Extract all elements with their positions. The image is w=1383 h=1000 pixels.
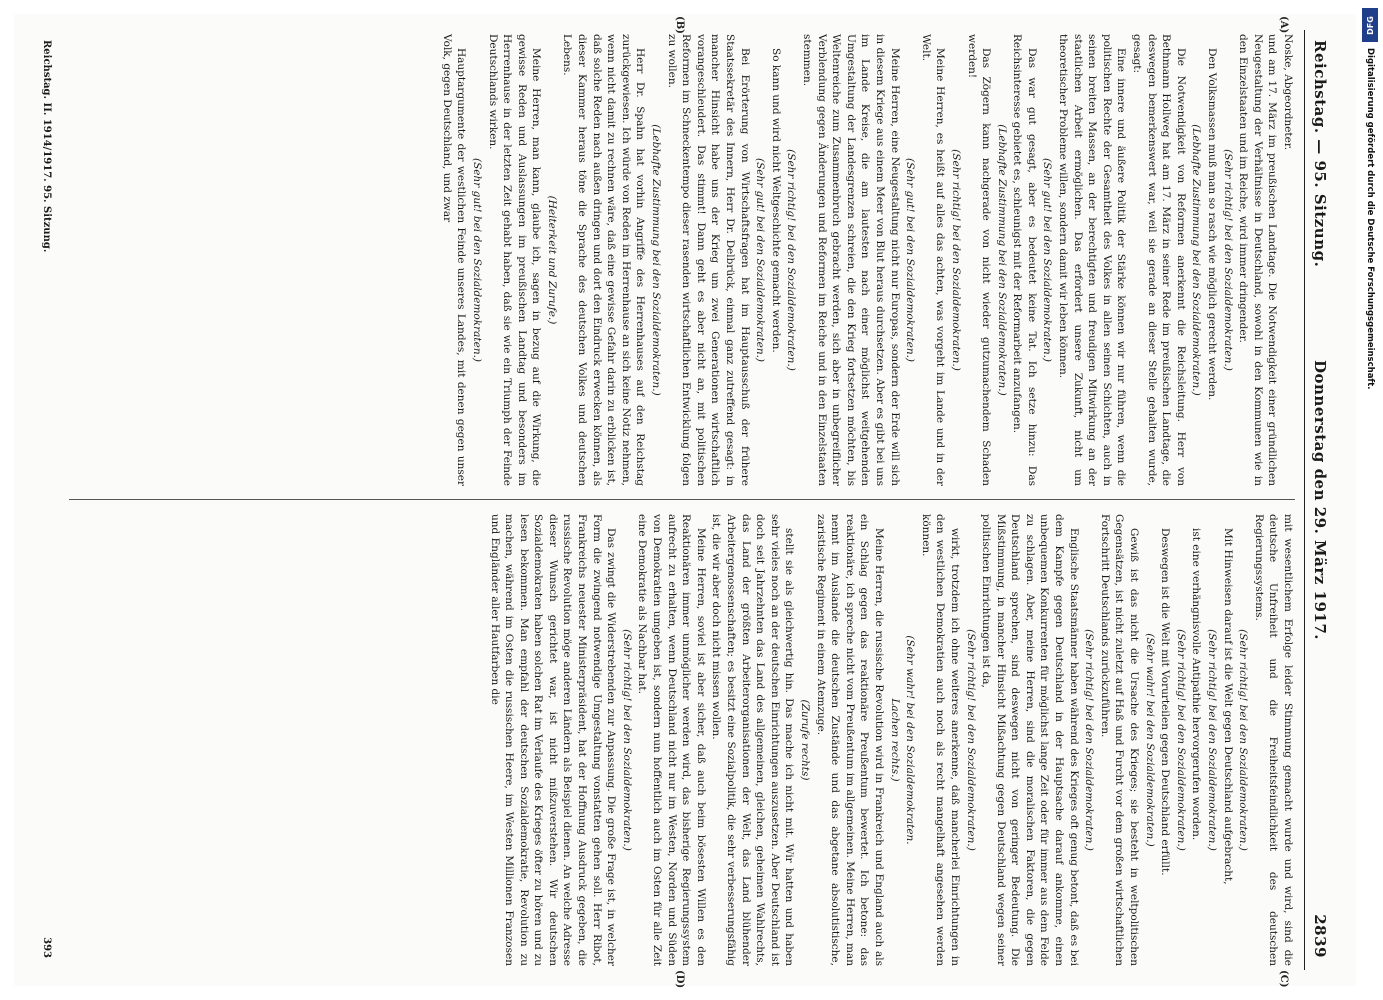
left-text-column <box>69 34 1295 486</box>
interjection: (Zurufe rechts) <box>799 699 811 781</box>
interjection: (Sehr richtig! bei den Sozialdemokraten.) <box>620 629 633 851</box>
paragraph: Bei Erörterung von Wirtschaftsfragen hat im Hauptausschuß der frühere Staatssekretär des Innern, Herr Dr. Delbrück, einmal ganz zutreffend gesagt: in mancher Hinsicht habe uns der Krieg um zwei Generationen wirtschaftlich vorangeschleudert. Das stimmt! Dann geht es aber nicht an, mit politischen Reformen im Schneckentempo dieser rasenden wirtschaftlichen Entwicklung folgen zu wollen. <box>665 34 751 486</box>
paragraph: mit wesentlichem Erfolge leider Stimmung gemacht wurde und wird, sind die deutsche Unfreiheit und die Freiheitsfeindlichkeit des deutschen Regierungssystems. <box>1252 514 1294 966</box>
paragraph: Deswegen ist die Welt mit Vorurteilen gegen Deutschland erfüllt. <box>1159 528 1172 876</box>
interjection: (Sehr wahr! bei den Sozialdemokraten. <box>904 635 917 845</box>
paragraph: Gewiß ist das nicht die Ursache des Krieges; sie besteht in weltpolitischen Gegensätzen, ist nicht zuletzt auf Haß und Furcht vor dem großen wirtschaftlichen Fortschritt Deutschlands zurückzuführen. <box>1098 514 1141 966</box>
margin-marker-b: (B) <box>674 16 685 34</box>
interjection: Lachen rechts.) <box>888 698 901 782</box>
paragraph: Eine innere und äußere Politik der Stärke können wir nur führen, wenn die politischen Rechte der Gesamtheit des Volkes in allen seinen Schichten, auch in seinen breiten Massen, an der berechtigten und freudigen Mitwirkung an der staatlichen Arbeit ermöglichen. Das erfordert unsere Zukunft, nicht um theoretischer Probleme willen, sondern damit wir leben können. <box>1057 34 1128 486</box>
header-date: Donnerstag den 29. März 1917. <box>1311 360 1329 640</box>
paragraph: Englische Staatsmänner haben während des Krieges oft genug betont, daß es bei dem Kampfe gegen Deutschland in der Hauptsache darauf ankomme, einen unbequemen Konkurrenten für möglichst lange Zeit oder für immer aus dem Felde zu schlagen. Aber, meine Herren, sind die moralischen Faktoren, die gegen Deutschland sprechen, sind deswegen nicht von geringer Bedeutung. Die Mißstimmung, in mancher Hinsicht Mißachtung gegen Deutschland wegen seiner politischen Einrichtungen ist da, <box>980 514 1080 966</box>
dfg-logo: DFG <box>1362 8 1378 42</box>
interjection: (Sehr richtig! bei den Sozialdemokraten.) <box>1221 149 1234 371</box>
paragraph: So kann und wird nicht Weltgeschichte gemacht werden. <box>769 48 782 353</box>
paragraph: stellt sie als gleichwertig hin. Das mache ich nicht mit. Wir hatten und haben sehr vieles noch an der deutschen Einrichtungen auszusetzen. Aber Deutschland ist doch seit Jahrzehnten das Land des allgemeinen, gleichen, geheimen Wahlrechts, das Land der größten Arbeiterorganisationen der Welt, das Land blühender Arbeitergenossenschaften; es besitzt eine Sozialpolitik, die sehr verbesserungsfähig ist, die wir aber doch nicht missen wollen. <box>710 514 796 966</box>
paragraph: Den Volksmassen muß man so rasch wie möglich gerecht werden. <box>1206 48 1219 401</box>
interjection: (Sehr richtig! bei den Sozialdemokraten.) <box>785 149 798 371</box>
margin-marker-c: (C) <box>1278 970 1289 988</box>
paragraph: Meine Herren, soviel ist aber sicher, daß auch beim bösesten Willen es den Reaktionären immer unmöglicher werden wird, das bisherige Regierungssystem aufrecht zu erhalten, wenn Deutschland nicht nur im Westen, Norden und Süden von Demokratien umgeben ist, sondern nun hoffentlich auch im Osten für alle Zeit eine Demokratie als Nachbar hat. <box>636 514 707 966</box>
paragraph: Meine Herren, die russische Revolution wird in Frankreich und England auch als ein Schlag gegen das reaktionäre Preußentum bewertet. Ich betone: das reaktionäre, ich spreche nicht vom Preußentum im allgemeinen. Meine Herren, man nennt im Auslande die deutschen Zustände und das abgetane absolutistische, zaristische Regiment in einem Atemzuge. <box>814 514 885 966</box>
right-text-column <box>69 514 1295 966</box>
interjection: (Sehr richtig! bei den Sozialdemokraten.) <box>1237 629 1250 851</box>
paragraph: Das war gut gesagt, aber es bedeutet keine Tat. Ich setze hinzu: Das Reichsinteresse gebietet es, schleunigst mit der Reformarbeit anzufangen. <box>1011 34 1038 486</box>
paragraph: Noske, Abgeordneter. <box>1282 34 1294 151</box>
interjection: (Sehr richtig! bei den Sozialdemokraten.) <box>1206 629 1219 851</box>
page-number: 2839 <box>1311 914 1329 958</box>
credit-text: Digitalisierung gefördert durch die Deutsche Forschungsgemeinschaft. <box>1365 48 1375 390</box>
page-header <box>1304 30 1335 970</box>
column-divider <box>69 499 1295 500</box>
paragraph: ist eine verhängnisvolle Antipathie hervorgerufen worden. <box>1190 528 1203 841</box>
paragraph: Das Zögern kann nachgerade von nicht wieder gutzumachendem Schaden werden! <box>965 34 993 486</box>
interjection: (Sehr gut! bei den Sozialdemokraten.) <box>470 157 483 363</box>
digitization-credit <box>1361 8 1379 608</box>
interjection: (Sehr richtig! bei den Sozialdemokraten.) <box>949 149 962 371</box>
interjection: (Lebhafte Zustimmung bei den Sozialdemokraten.) <box>1190 124 1203 396</box>
margin-marker-d: (D) <box>674 970 685 989</box>
interjection: (Heiterkeit und Zurufe.) <box>545 195 558 325</box>
header-session: Reichstag. — 95. Sitzung. <box>1311 40 1329 268</box>
paragraph: Das zwingt die Widerstrebenden zur Anpassung. Die große Frage ist, in welcher Form die zwingend notwendige Umgestaltung vonstatten gehen soll. Herr Ribot, Frankreichs neuester Ministerpräsident, hat der Hoffnung Ausdruck gegeben, die russische Revolution möge anderen Ländern als Beispiel dienen. An welche Adresse dieser Wunsch gerichtet war, ist nicht mißzuverstehen. Wir deutschen Sozialdemokraten haben solchen Rat im Verlaufe des Krieges öfter zu hören und zu lesen bekommen. Man empfahl der deutschen Sozialdemokratie, Revolution zu machen, während im Osten die russischen Heere, im Westen Millionen Franzosen und Engländer aller Hautfarben die <box>488 514 618 966</box>
interjection: (Sehr wahr! bei den Sozialdemokraten.) <box>1143 633 1156 847</box>
footer-volume: Reichstag. II. 1914/1917. 95. Sitzung. <box>41 40 52 253</box>
rotated-page-content <box>35 16 1335 989</box>
paragraph: Herr Dr. Spahn hat vorhin Angriffe des Herrenhauses auf den Reichstag zurückgewiesen. Ich würde von Reden im Herrenhause an sich keine Notiz nehmen, wenn nicht damit zu rechnen wäre, daß eine gewisse Gefahr darin zu erblicken ist, daß solche Reden nach außen dringen und dort den Eindruck erwecken können, als dieser Kammer heraus töne die Sprache des deutschen Volkes und deutschen Lebens. <box>561 34 647 486</box>
interjection: (Sehr gut! bei den Sozialdemokraten.) <box>1041 157 1054 363</box>
interjection: (Sehr richtig! bei den Sozialdemokraten.) <box>1083 629 1096 851</box>
paragraph: Meine Herren, es heißt auf alles das achten, was vorgeht im Lande und in der Welt. <box>919 34 947 486</box>
interjection: (Sehr gut! bei den Sozialdemokraten.) <box>754 157 767 363</box>
paragraph: Meine Herren, eine Neugestaltung nicht nur Europas, sondern der Erde will sich in diesem Kriege aus einem Meer von Blut heraus durchsetzen. Aber es gibt bei uns im Lande Kreise, die am lautesten nach einer möglichst weitgehenden Umgestaltung der Landesgrenzen schreien, die den Krieg fortsetzen möchten, bis Weltenreiche zum Zusammenbruch gebracht werden, sich aber in unbegreiflicher Verblendung gegen Änderungen und Reformen im Reiche und in den Einzelstaaten stemmen. <box>801 34 901 486</box>
interjection: (Sehr richtig! bei den Sozialdemokraten.) <box>1174 629 1187 851</box>
paragraph: Die Notwendigkeit von Reformen anerkennt die Reichsleitung. Herr von Bethmann Hollweg hat am 17. März in seiner Rede im preußischen Landtage, die deswegen bemerkenswert war, weil sie gerade an dieser Stelle gehalten wurde, gesagt: <box>1131 34 1187 486</box>
scanned-page <box>14 14 1356 989</box>
paragraph: wirkt, trotzdem ich ohne weiteres anerkenne, daß mancherlei Einrichtungen in den westlichen Demokratien auch noch als recht mangelhaft angesehen werden können. <box>919 514 961 966</box>
paragraph: und am 17. März im preußischen Landtage. Die Notwendigkeit einer gründlichen Neugestaltung der Verhältnisse in Deutschland, sowohl in den Kommunen wie in den Einzelstaaten und im Reiche, wird immer dringender. <box>1237 34 1279 486</box>
interjection: (Sehr richtig! bei den Sozialdemokraten.) <box>964 629 977 851</box>
footer-sheet-number: 393 <box>41 937 52 958</box>
paragraph: Mit Hinweisen darauf ist die Welt gegen Deutschland aufgebracht, <box>1221 528 1234 885</box>
interjection: (Lebhafte Zustimmung bei den Sozialdemokraten.) <box>995 124 1008 396</box>
interjection: (Lebhafte Zustimmung bei den Sozialdemokraten.) <box>650 124 663 396</box>
interjection: (Sehr gut! bei den Sozialdemokraten.) <box>904 157 917 363</box>
margin-marker-a: (A) <box>1278 16 1289 34</box>
paragraph: Hauptargumente der westlichen Feinde unseres Landes, mit denen gegen unser Volk, gegen Deutschland, und zwar <box>440 34 468 486</box>
paragraph: Meine Herren, man kann, glaube ich, sagen in bezug auf die Wirkung, die gewisse Reden und Auslassungen im preußischen Landtag und besonders im Herrenhause in der letzten Zeit gehabt haben, daß sie wie ein Triumph der Feinde Deutschlands wirken. <box>486 34 543 486</box>
